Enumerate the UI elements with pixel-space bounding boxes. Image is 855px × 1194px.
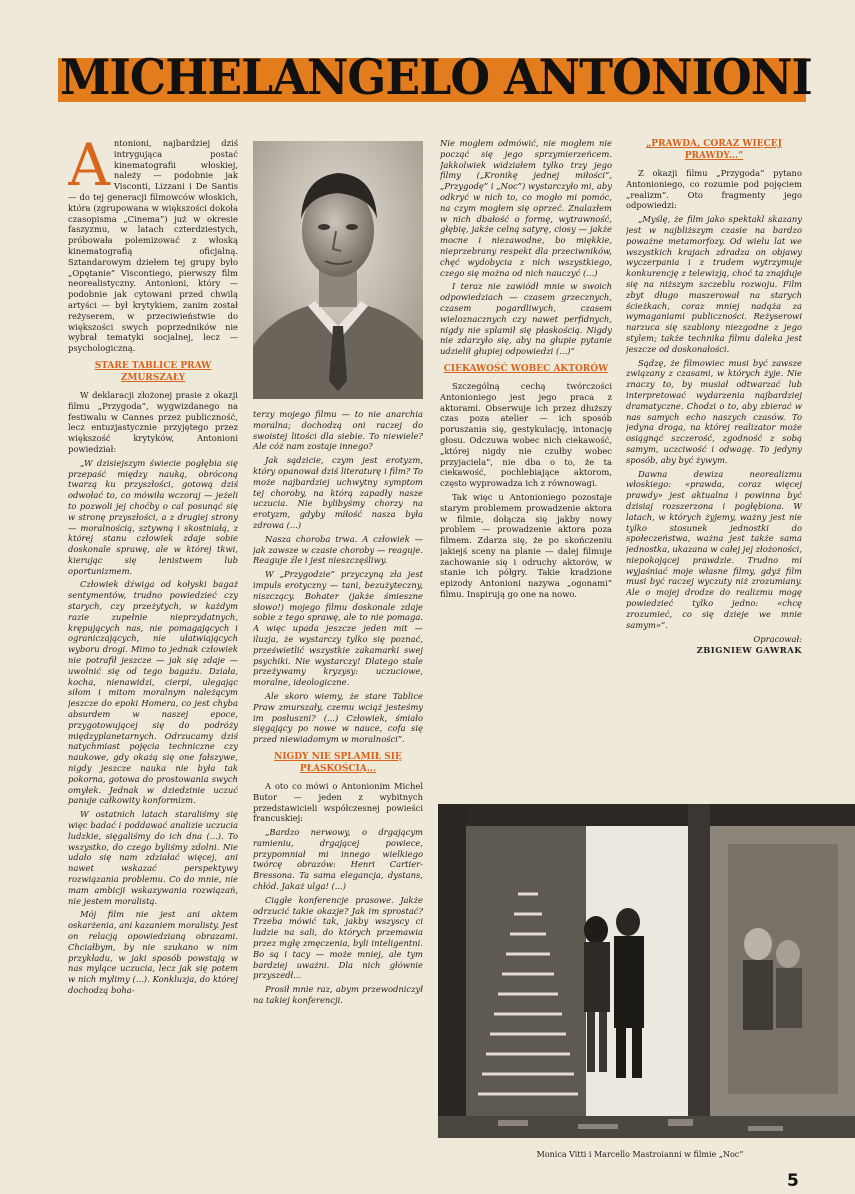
quote-paragraph: terzy mojego filmu — to nie anarchia moralna; dochodzą oni raczej do swoistej litości dla siebie. To niewiele? Ale cóż nam zostaje innego? xyxy=(253,409,423,452)
paragraph: Tak więc u Antonioniego pozostaje starym problemem prowadzenie aktora w filmie, dołącza się jakby nowy problem — prowadzenie aktora poza filmem. Zdarza się, że po skończeniu jakiejś sceny na planie — dalej filmuje zachowanie się i odruchy aktorów, w stanie ich półgry. Takie kradzione epizody Antonioni nazywa „ogonami” filmu. Inspirują go one na nowo. xyxy=(440,491,612,600)
quote-paragraph: Ciągłe konferencje prasowe. Jakże odrzucić takie okazje? Jak im sprostać? Trzeba mówić tak, jakby wszyscy ci ludzie na sali, do których przemawia przez mgłę zmęczenia, byli inteligentni. Bo są i tacy — może mniej, ale tym bardziej uważni. Dla nich głównie przyszedł... xyxy=(253,894,423,981)
quote-paragraph: „W dzisiejszym świecie pogłębia się przepaść między nauką, obróconą twarzą ku przyszłości, gotową dziś odwołać to, co mówiła wczoraj — jeżeli to pozwoli jej choćby o cal posunąć się w stronę przyszłości, a z drugiej strony — moralnością, sztywną i skostniałą, z której stanu człowiek zdaje sobie doskonale sprawę, ale w której tkwi, kierując się lenistwem lub oportunizmem. xyxy=(68,457,238,576)
paragraph: W deklaracji złożonej prasie z okazji filmu „Przygoda”, wygwizdanego na festiwalu w Cannes przez publiczność, lecz entuzjastycznie przyjętego przez większość krytyków, Antonioni powiedział: xyxy=(68,389,238,454)
section-heading: „PRAWDA, CORAZ WIĘCEJ PRAWDY...” xyxy=(646,139,782,161)
photo-caption: Monica Vitti i Marcello Mastroianni w filmie „Noc” xyxy=(536,1150,744,1159)
quote-paragraph: Człowiek dźwiga od kołyski bagaż sentymentów, trudno powiedzieć czy starych, czy przeżytych, w każdym razie zupełnie nieprzydatnych, krępujących nas, nie pomagających i ograniczających, nie ułatwiających wyboru drogi. Mimo to jednak człowiek nie potrafił jeszcze — jak się zdaje — uwolnić się od tego bagażu. Działa, kocha, nienawidzi, cierpi, ulegając siłom i mitom moralnym należącym jeszcze do epoki Homera, co jest chyba absurdem w naszej epoce, przygotowującej się do podróży międzyplanetarnych. Odrzucamy dziś natychmiast pojęcia techniczne czy naukowe, gdy okażą się one fałszywe, nigdy jeszcze nauka nie była tak pokorna, gotowa do prostowania swych omyłek. Jednak w dziedzinie uczuć panuje całkowity konformizm. xyxy=(68,579,238,806)
quote-paragraph: W „Przygodzie” przyczyną zła jest impuls erotyczny — tani, bezużyteczny, niszczący. Bohater (jakże śmieszne słowo!) mojego filmu doskonale zdaje sobie z tego sprawę, ale to nie pomaga. A więc upada jeszcze jeden mit — iluzja, że wystarczy tylko się poznać, prześwietlić wszystkie zakamarki swej psychiki. Nie wystarczy! Dlatego stale przeżywamy kryzysy: uczuciowe, moralne, ideologiczne. xyxy=(253,569,423,688)
quote-paragraph: W ostatnich latach staraliśmy się więc badać i poddawać analizie uczucia ludzkie, sięgaliśmy do ich dna (...). To wszystko, do czego byliśmy zdolni. Nie udało się nam zdziałać więcej, ani nawet wskazać perspektywy rozwiązania problemu. Co do mnie, nie mam ambicji wskazywania rozwiązań, nie jestem moralistą. xyxy=(68,809,238,906)
section-heading: STARE TABLICE PRAW ZMURSZAŁY xyxy=(94,360,212,383)
column-3 xyxy=(440,138,612,800)
intro-paragraph xyxy=(68,138,238,354)
byline-label: Opracował: xyxy=(753,634,802,645)
quote-paragraph: Nie mogłem odmówić, nie mogłem nie począć się jego sprzymierzeńcem. Jakkolwiek widziałem tylko trzy jego filmy („Kronikę jednej miłości”, „Przygodę” i „Noc”) wystarczyło mi, aby odkryć w nich to, co mogło mi pomóc, na czym mogłem się oprzeć. Znalazłem w nich dbałość o formę, wytrawność, głębię, jakże celną satyrę, ciosy — jakże mocne i niezawodne, bo miękkie, nieprzebrany respekt dla przeciwników, chęć wydobycia z nich wszystkiego, czego się można od nich nauczyć (...) xyxy=(440,138,612,278)
section-heading: CIEKAWOŚĆ WOBEC AKTORÓW xyxy=(443,363,609,374)
film-still-illustration xyxy=(438,804,855,1138)
film-still-photo xyxy=(438,804,855,1138)
quote-paragraph: „Bardzo nerwowy, o drgającym ramieniu, drgającej powiece, przypomniał mi innego wielkiego twórcę obrazów: Henri Cartier-Bressona. Ta sama elegancja, dystans, chłód. Jakaż ulga! (...) xyxy=(253,827,423,892)
paragraph: A oto co mówi o Antonionim Michel Butor — jeden z wybitnych przedstawicieli współczesnej powieści francuskiej: xyxy=(253,780,423,824)
quote-paragraph: Prosił mnie raz, abym przewodniczył na takiej konferencji. xyxy=(253,984,423,1006)
drop-cap: A xyxy=(68,138,110,199)
quote-paragraph: Sądzę, że filmowiec musi być zawsze związany z czasami, w których żyje. Nie znaczy to, by musiał odtwarzać lub interpretować wydarzenia najbardziej dramatyczne. Chodzi o to, aby zbierać w nas samych echo naszych czasów. To jedyna droga, na której realizator może osiągnąć szczerość, zgodność z sobą samym, uczciwość i odwagę. To jedyny sposób, aby być żywym. xyxy=(626,357,802,465)
intro-text: ntonioni, najbardziej dziś intrygująca postać kinematografii włoskiej, należy — podobnie jak Visconti, Lizzani i De Santis — do tej generacji filmowców włoskich, która (zgrupowana w większości dokoła czasopisma „Cinema”) już w okresie faszyzmu, w latach czterdziestych, próbowała polemizować z włoską kinematografią oficjalną. Sztandarowym dziełem tej grupy było „Opętanie” Viscontiego, pierwszy film neorealistyczny. Antonioni, który — podobnie jak cytowani przed chwilą artyści — był krytykiem, zanim został reżyserem, w przeciwieństwie do większości swych poprzedników nie wybrał tematyki socjalnej, lecz — psychologiczną. xyxy=(68,138,238,354)
quote-paragraph: Dawna dewiza neorealizmu włoskiego: «prawda, coraz więcej prawdy» jest aktualna i powinna być dzisiaj rozszerzona i pogłębiona. W latach, w których żyjemy, ważny jest nie tylko stosunek jednostki do społeczeństwa, ważna jest także sama jednostka, ukazana w całej jej złożoności, niepokojącej prawdzie. Trudno mi wyjaśniać moje własne filmy, gdyż film musi być raczej wyczuty niż zrozumiany. Ale o mojej drodze do realizmu mogę powiedzieć tylko jedno: «chcę zrozumieć, co się dzieje we mnie samym»”. xyxy=(626,468,802,630)
quote-paragraph: Jak sądzicie, czym jest erotyzm, który opanował dziś literaturę i film? To może najbardziej uchwytny symptom tej choroby, na którą zapadły nasze uczucia. Nie bylibyśmy chorzy na erotyzm, gdyby miłość nasza była zdrowa (...) xyxy=(253,455,423,530)
section-heading: NIGDY NIE SPLAMIŁ SIĘ PŁASKOŚCIĄ... xyxy=(274,751,402,774)
quote-paragraph: I teraz nie zawiódł mnie w swoich odpowiedziach — czasem grzecznych, czasem pogardliwych, czasem wieloznacznych czy nawet perfidnych, nigdy nie splamił się płaskością. Nigdy nie zdarzyło się, aby na głupie pytanie udzielił głupiej odpowiedzi (...)” xyxy=(440,281,612,357)
quote-paragraph: Nasza choroba trwa. A człowiek — jak zawsze w czasie choroby — reaguje. Reaguje źle i jest nieszczęśliwy. xyxy=(253,533,423,566)
paragraph: Z okazji filmu „Przygoda” pytano Antonioniego, co rozumie pod pojęciem „realizm”. Oto fragmenty jego odpowiedzi: xyxy=(626,168,802,211)
portrait-illustration xyxy=(253,141,423,399)
portrait-photo xyxy=(253,141,423,399)
column-1 xyxy=(68,138,238,1178)
byline-author: ZBIGNIEW GAWRAK xyxy=(696,645,802,656)
quote-paragraph: Mój film nie jest ani aktem oskarżenia, ani kazaniem moralisty. Jest on relacją opowiedzianą obrazami. Chciałbym, by nie szukano w nim przykładu, w jaki sposób powstają w nas mylące uczucia, lecz jak się potem w nich mylimy (...). Konkluzja, do której dochodzą boha- xyxy=(68,909,238,995)
column-2 xyxy=(253,409,423,1169)
column-4 xyxy=(626,138,802,800)
paragraph: Szczególną cechą twórczości Antonioniego jest jego praca z aktorami. Obserwuje ich przez dłuższy czas poza atelier — ich sposób poruszania się, gestykulację, intonację głosu. Odczuwa wobec nich ciekawość, „której nigdy nie czułby wobec przyjaciela”, nie dba o to, że ta ciekawość, pochlebiające aktorom, często wyprowadza ich z równowagi. xyxy=(440,380,612,489)
quote-paragraph: „Myślę, że film jako spektakl skazany jest w najbliższym czasie na bardzo poważne metamorfozy. Od wielu lat we wszystkich krajach zdradza on objawy wyczerpania i z trudem wytrzymuje konkurencję z telewizją, choć ta znajduje się na niższym szczeblu rozwoju. Film zbyt długo maszerował na starych ścieżkach, coraz mniej nadąża za wymaganiami publiczności. Reżyserowi narzuca się szablony niezgodne z jego stylem; także technika filmu daleka jest jeszcze od doskonałości. xyxy=(626,214,802,354)
quote-paragraph: Ale skoro wiemy, że stare Tablice Praw zmurszały, czemu wciąż jesteśmy im posłuszni? (...) Człowiek, śmiało sięgający po nowe w nauce, cofa się przed niewiadomym w moralności”. xyxy=(253,690,423,745)
article-title: MICHELANGELO ANTONIONI xyxy=(60,48,812,106)
page-number: 5 xyxy=(787,1171,799,1191)
